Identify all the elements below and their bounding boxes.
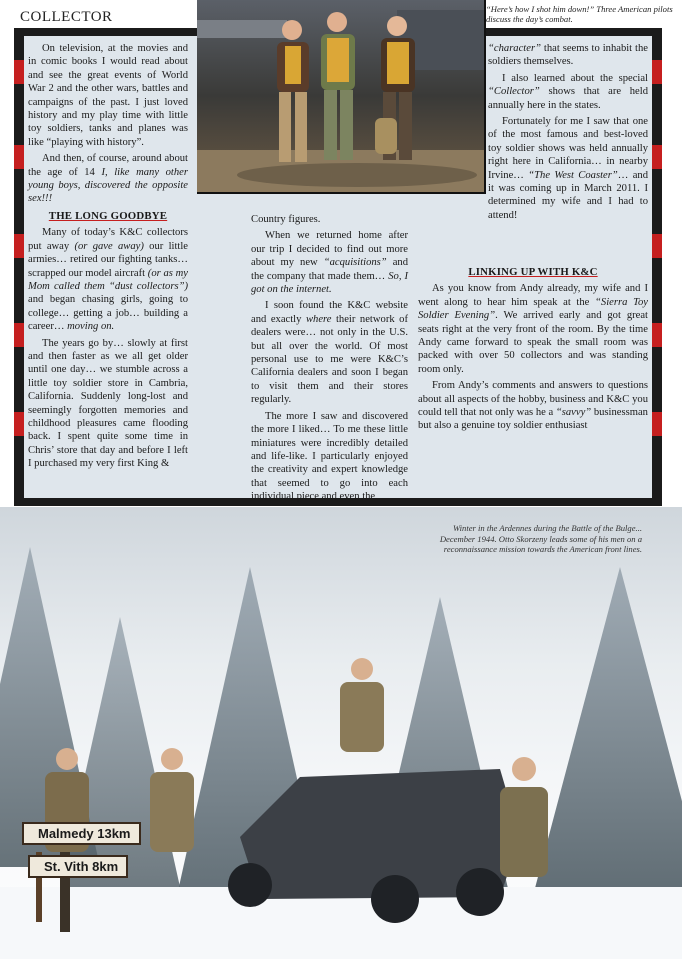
paragraph: I soon found the K&C website and exactly where their network of dealers were… not only in the U.S. but all over the world. Of most personal use to me were K&C’s California dealers and soon I began to visit them and their stores regularly. <box>251 300 408 406</box>
frame-stripe <box>14 234 24 258</box>
frame-stripe <box>652 412 662 436</box>
section-label: COLLECTOR <box>20 9 113 25</box>
frame-stripe <box>652 323 662 347</box>
frame-stripe <box>652 60 662 84</box>
section-heading: THE LONG GOODBYE <box>48 209 168 222</box>
frame-stripe <box>14 412 24 436</box>
paragraph: Country figures. <box>251 214 321 225</box>
paragraph: Many of today’s K&C collectors put away (or gave away) our little armies… retired our fighting tanks… scrapped our model aircraft (or as my Mom called them “dust collectors”) and began chasing girls, going to college… getting a job… building a career… moving on. <box>28 227 189 333</box>
paragraph: When we returned home after our trip I decided to find out more about my new “acquisitions” and the company that made them… So, I got on the internet. <box>251 230 408 296</box>
bottom-photo-caption: Winter in the Ardennes during the Battle of the Bulge... December 1944. Otto Skorzeny leads some of his men on a reconnaissance mission towards the American front lines. <box>439 523 642 555</box>
signpost-malmedy: Malmedy 13km <box>22 822 141 845</box>
article-column-3 <box>488 42 648 225</box>
frame-stripe <box>652 234 662 258</box>
paragraph: I also learned about the special “Collector” shows that are held annually here in the states. <box>488 72 648 111</box>
article-column-1 <box>28 42 188 474</box>
ardennes-winter-photo <box>0 507 682 959</box>
paragraph: And then, of course, around about the age of 14 I, like many other young boys, discovered the opposite sex!!! <box>28 153 188 205</box>
frame-stripe <box>14 60 24 84</box>
paragraph: The more I saw and discovered the more I liked… To me these little miniatures were incredibly detailed and life-like. I particularly enjoyed the creativity and expert knowledge that seemed to go into each individual piece and even the <box>251 410 408 503</box>
article-column-3-lower <box>418 262 648 436</box>
paragraph: As you know from Andy already, my wife and I went along to hear him speak at the “Sierra Toy Soldier Evening”. We arrived early and got great seats right at the very front of the room. By the time Andy came forward to speak the small room was packed with over 50 collectors and was standing room only. <box>418 283 648 375</box>
frame-stripe <box>14 145 24 169</box>
paragraph: On television, at the movies and in comic books I would read about and see the great events of World War 2 and the other wars, battles and campaigns of the past. I just loved history and my play time with little toy soldiers, tanks and planes was like “playing with history”. <box>28 43 188 148</box>
paragraph: “character” that seems to inhabit the soldiers themselves. <box>488 43 648 68</box>
frame-stripe <box>652 145 662 169</box>
article-column-2 <box>251 213 408 507</box>
frame-stripe <box>14 323 24 347</box>
section-heading: LINKING UP WITH K&C <box>468 266 598 278</box>
paragraph: The years go by… slowly at first and then faster as we all get older until one day… we stumble across a little toy soldier store in Cambria, California. Suddenly long-lost and seemingly forgotten memories and childhood pleasures came flooding back. I spent quite some time in Chris’ store that day and before I left I purchased my very first King & <box>28 337 188 470</box>
paragraph: From Andy’s comments and answers to questions about all aspects of the hobby, business and K&C you could tell that not only was he a “savvy” businessman but also a genuine toy soldier enthusiast <box>418 380 648 432</box>
signpost-st-vith: St. Vith 8km <box>28 855 128 878</box>
paragraph: Fortunately for me I saw that one of the most famous and best-loved toy soldier shows was held annually right here in California… in nearby Irvine… “The West Coaster”… and it was coming up in March 2011. I determined my wife and I had to attend! <box>488 116 648 221</box>
top-photo-caption: “Here’s how I shot him down!” Three American pilots discuss the day’s combat. <box>486 4 673 24</box>
pilots-photo <box>197 0 486 194</box>
